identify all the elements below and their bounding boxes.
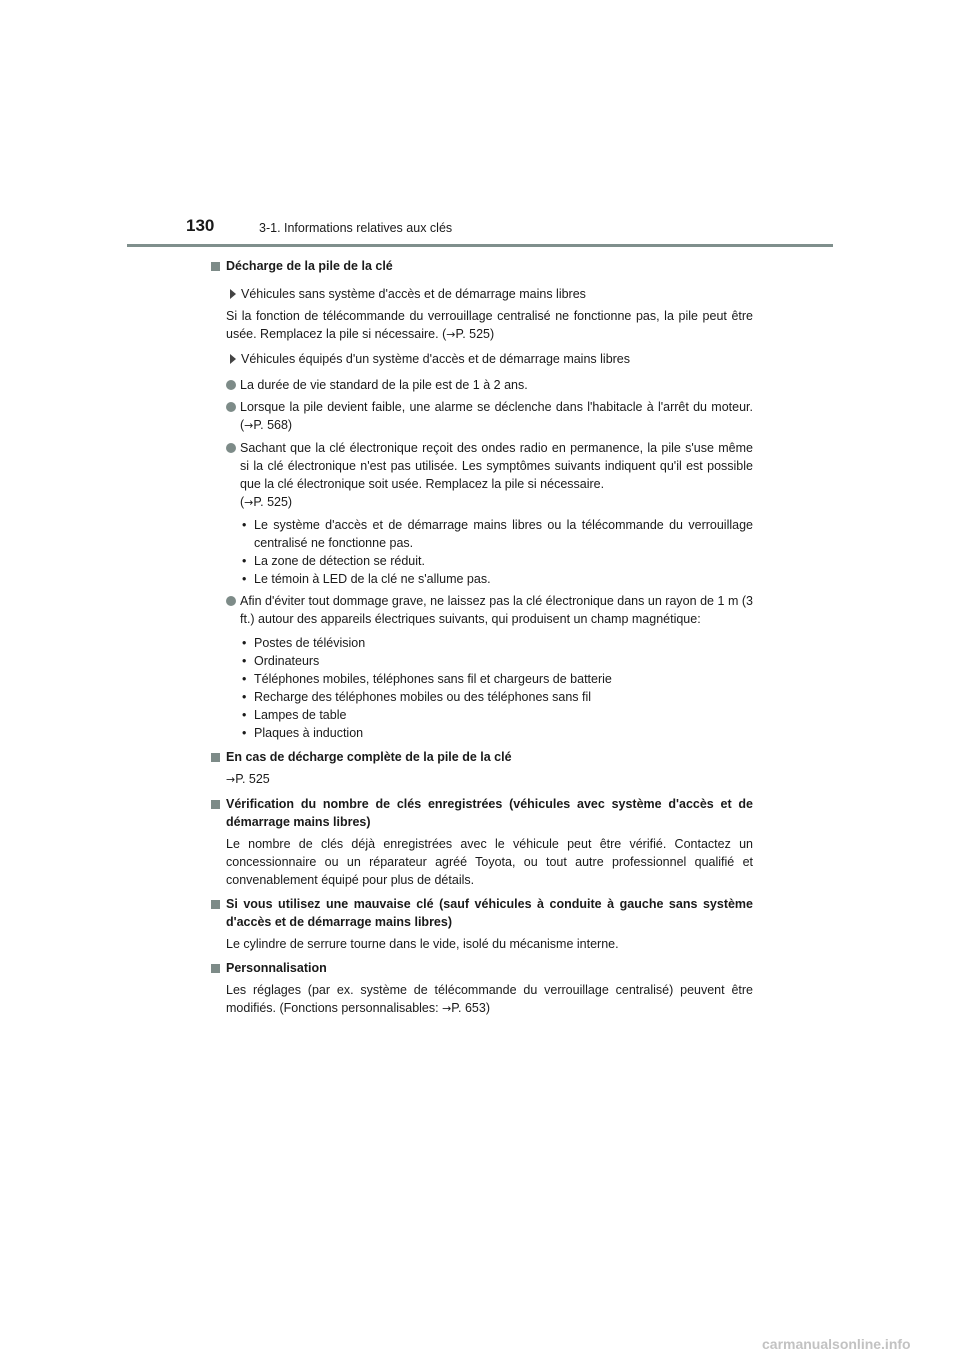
- square-bullet-icon: [211, 964, 220, 973]
- header-rule: [127, 244, 833, 247]
- square-bullet-icon: [211, 900, 220, 909]
- square-bullet-icon: [211, 262, 220, 271]
- triangle-right-icon: [230, 354, 236, 364]
- paragraph: Si la fonction de télécommande du verrouillage centralisé ne fonctionne pas, la pile peut être usée. Remplacez la pile si nécessaire. (→P. 525): [226, 309, 753, 341]
- symptom-item: • La zone de détection se réduit.: [242, 554, 425, 568]
- page-content: [211, 253, 753, 1018]
- list-item: La durée de vie standard de la pile est de 1 à 2 ans.: [211, 376, 753, 394]
- symptom-item: • Le témoin à LED de la clé ne s'allume pas.: [242, 572, 491, 586]
- section-header: 3-1. Informations relatives aux clés: [259, 221, 453, 235]
- device-item: • Ordinateurs: [242, 654, 320, 668]
- page-reference-link[interactable]: P. 525: [235, 772, 270, 786]
- page-reference-link[interactable]: P. 568): [253, 418, 293, 432]
- sub-heading-with-smart-entry: Véhicules équipés d'un système d'accès et de démarrage mains libres: [211, 350, 753, 368]
- section-heading-wrong-key: Si vous utilisez une mauvaise clé (sauf véhicules à conduite à gauche sans système d'accès et de démarrage mains libres): [211, 895, 753, 931]
- section-heading-customization: Personnalisation: [211, 959, 753, 977]
- device-item: • Téléphones mobiles, téléphones sans fil et chargeurs de batterie: [242, 672, 612, 686]
- circle-bullet-icon: [226, 596, 236, 606]
- paragraph: Le nombre de clés déjà enregistrées avec le véhicule peut être vérifié. Contactez un concessionnaire ou un réparateur agréé Toyota, ou tout autre professionnel qualifié et convenablement équipé pour plus de détails.: [226, 837, 753, 887]
- page-reference-link[interactable]: P. 525): [253, 495, 293, 509]
- device-item: • Lampes de table: [242, 708, 347, 722]
- device-item: • Plaques à induction: [242, 726, 364, 740]
- section-heading-full-discharge: En cas de décharge complète de la pile de la clé: [211, 748, 753, 766]
- symptom-item: • Le système d'accès et de démarrage mains libres ou la télécommande du verrouillage centralisé ne fonctionne pas.: [242, 518, 753, 550]
- page-reference-link[interactable]: P. 653): [451, 1001, 490, 1015]
- list-item: Lorsque la pile devient faible, une alarme se déclenche dans l'habitacle à l'arrêt du moteur. (→P. 568): [211, 398, 753, 435]
- page-number: 130: [186, 216, 215, 235]
- device-item: • Postes de télévision: [242, 636, 366, 650]
- paragraph: Les réglages (par ex. système de télécommande du verrouillage centralisé) peuvent être modifiés. (Fonctions personnalisables: →P. 653): [226, 983, 753, 1015]
- list-item: Afin d'éviter tout dommage grave, ne laissez pas la clé électronique dans un rayon de 1 m (3 ft.) autour des appareils électriques suivants, qui produisent un champ magnétique:: [211, 592, 753, 628]
- watermark: carmanualsonline.info: [762, 1336, 911, 1352]
- section-heading-key-count: Vérification du nombre de clés enregistrées (véhicules avec système d'accès et de démarrage mains libres): [211, 795, 753, 831]
- square-bullet-icon: [211, 800, 220, 809]
- device-item: • Recharge des téléphones mobiles ou des téléphones sans fil: [242, 690, 592, 704]
- paragraph: Le cylindre de serrure tourne dans le vide, isolé du mécanisme interne.: [226, 937, 619, 951]
- circle-bullet-icon: [226, 402, 236, 412]
- circle-bullet-icon: [226, 443, 236, 453]
- list-item: Sachant que la clé électronique reçoit des ondes radio en permanence, la pile s'use même si la clé électronique n'est pas utilisée. Les symptômes suivants indiquent qu'il est possible que la clé électronique soit usée. Remplacez la pile si nécessaire. (→P. 525): [211, 439, 753, 512]
- triangle-right-icon: [230, 289, 236, 299]
- page-reference: →P. 525: [226, 772, 270, 786]
- page-reference-link[interactable]: P. 525): [455, 327, 495, 341]
- circle-bullet-icon: [226, 380, 236, 390]
- square-bullet-icon: [211, 753, 220, 762]
- section-heading-battery: Décharge de la pile de la clé: [211, 257, 753, 275]
- sub-heading-without-smart-entry: Véhicules sans système d'accès et de démarrage mains libres: [211, 285, 753, 303]
